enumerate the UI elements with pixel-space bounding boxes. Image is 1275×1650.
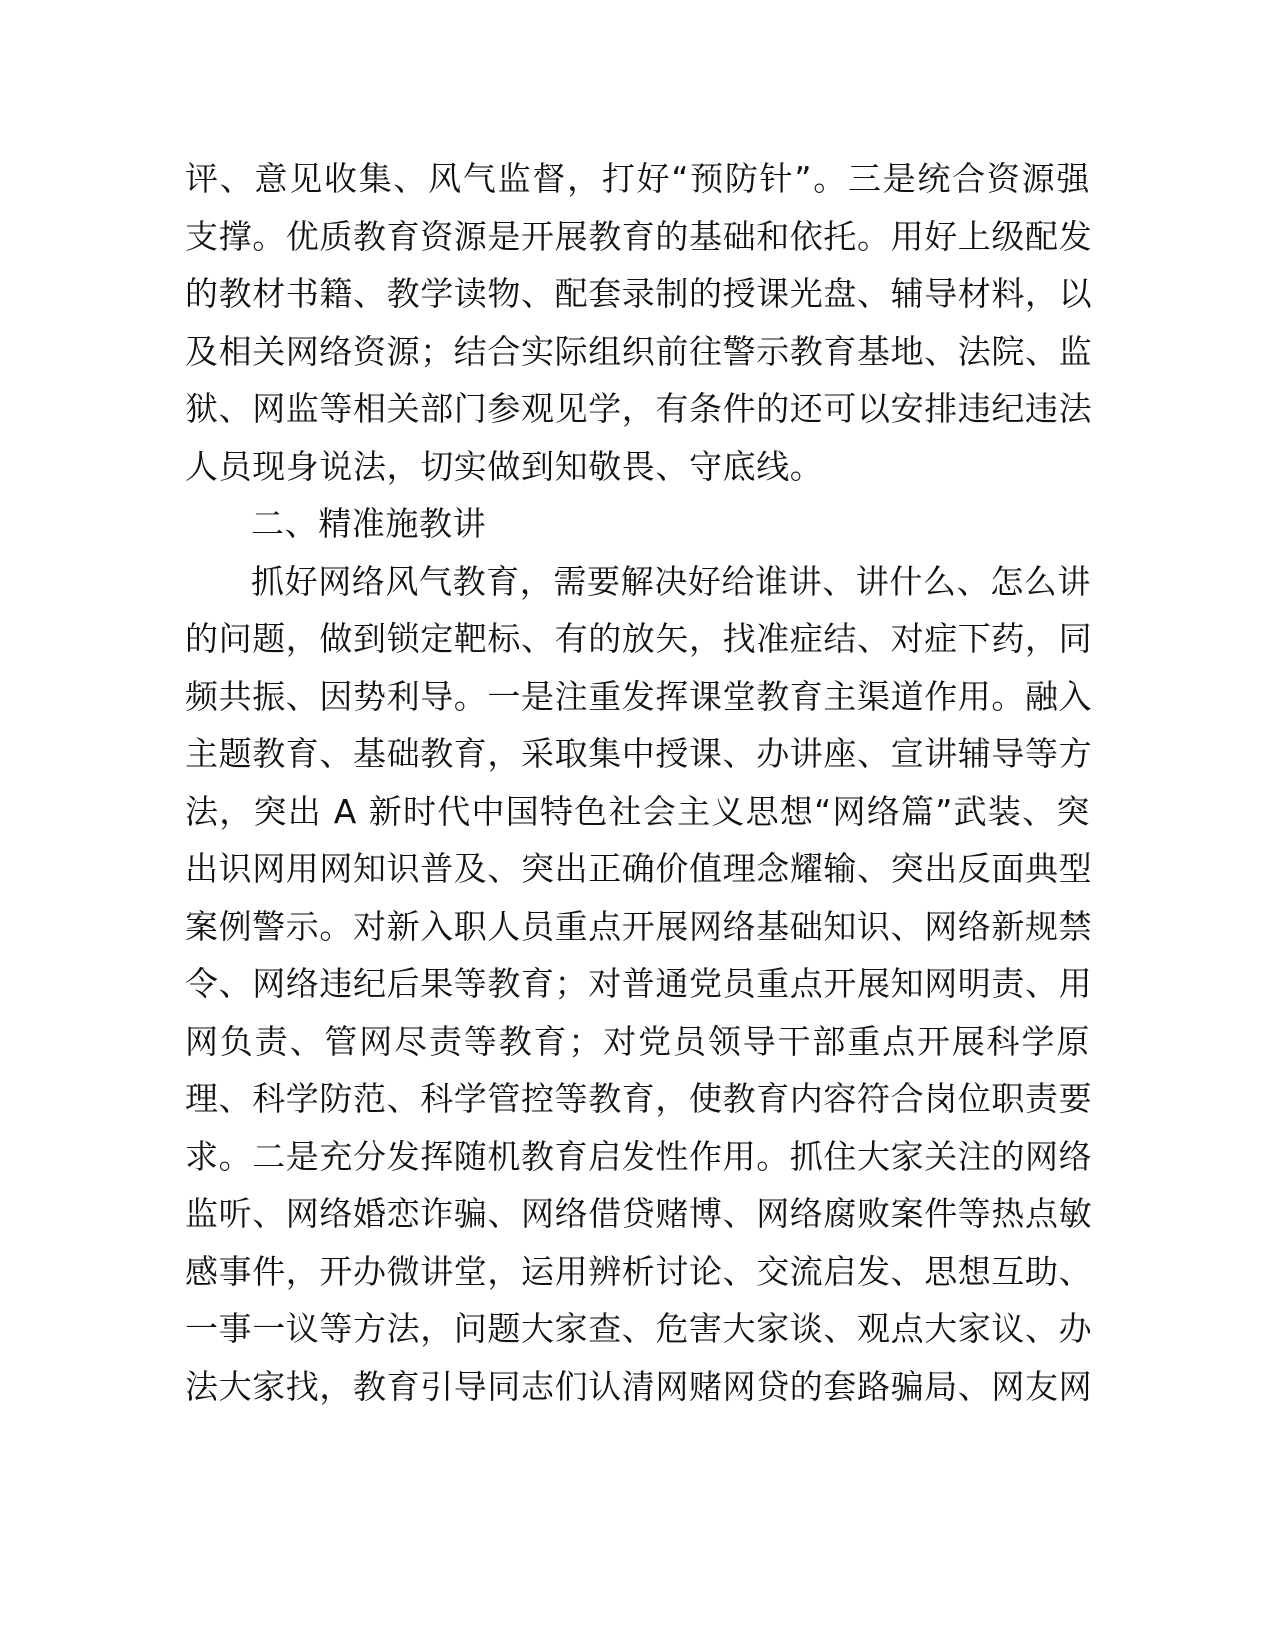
text-line: 的问题，做到锁定靶标、有的放矢，找准症结、对症下药，同	[185, 619, 1093, 658]
text-line: 的教材书籍、教学读物、配套录制的授课光盘、辅导材料，以	[185, 274, 1093, 313]
text-line: 人员现身说法，切实做到知敬畏、守底线。	[185, 446, 824, 486]
text-line: 求。二是充分发挥随机教育启发性作用。抓住大家关注的网络	[185, 1136, 1093, 1176]
text-line: 案例警示。对新入职人员重点开展网络基础知识、网络新规禁	[185, 906, 1093, 946]
text-line: 网负责、管网尽责等教育；对党员领导干部重点开展科学原	[185, 1021, 1090, 1061]
text-line: 法大家找，教育引导同志们认清网赌网贷的套路骗局、网友网	[185, 1366, 1093, 1406]
text-line: 令、网络违纪后果等教育；对普通党员重点开展知网明责、用	[185, 964, 1093, 1003]
section-heading: 二、精准施教讲	[251, 504, 487, 543]
text-line: 监听、网络婚恋诈骗、网络借贷赌博、网络腐败案件等热点敏	[185, 1194, 1093, 1233]
text-line: 及相关网络资源；结合实际组织前往警示教育基地、法院、监	[185, 331, 1093, 371]
text-line: 评、意见收集、风气监督，打好“预防针”。三是统合资源强	[185, 159, 1090, 198]
text-line: 支撑。优质教育资源是开展教育的基础和依托。用好上级配发	[185, 216, 1093, 256]
text-line: 法，突出 A 新时代中国特色社会主义思想“网络篇”武装、突	[185, 791, 1090, 831]
text-line: 狱、网监等相关部门参观见学，有条件的还可以安排违纪违法	[185, 389, 1093, 428]
document-body	[185, 150, 1093, 1415]
text-line: 频共振、因势利导。一是注重发挥课堂教育主渠道作用。融入	[185, 676, 1093, 716]
text-line: 出识网用网知识普及、突出正确价值理念耀输、突出反面典型	[185, 849, 1093, 888]
text-line: 抓好网络风气教育，需要解决好给谁讲、讲什么、怎么讲	[251, 561, 1091, 601]
text-line: 理、科学防范、科学管控等教育，使教育内容符合岗位职责要	[185, 1079, 1093, 1118]
paragraph-main	[185, 553, 1093, 1416]
text-line: 感事件，开办微讲堂，运用辨析讨论、交流启发、思想互助、	[185, 1251, 1093, 1291]
text-line: 主题教育、基础教育，采取集中授课、办讲座、宣讲辅导等方	[185, 734, 1093, 773]
paragraph-continued	[185, 150, 1093, 495]
text-line: 一事一议等方法，问题大家查、危害大家谈、观点大家议、办	[185, 1309, 1093, 1348]
